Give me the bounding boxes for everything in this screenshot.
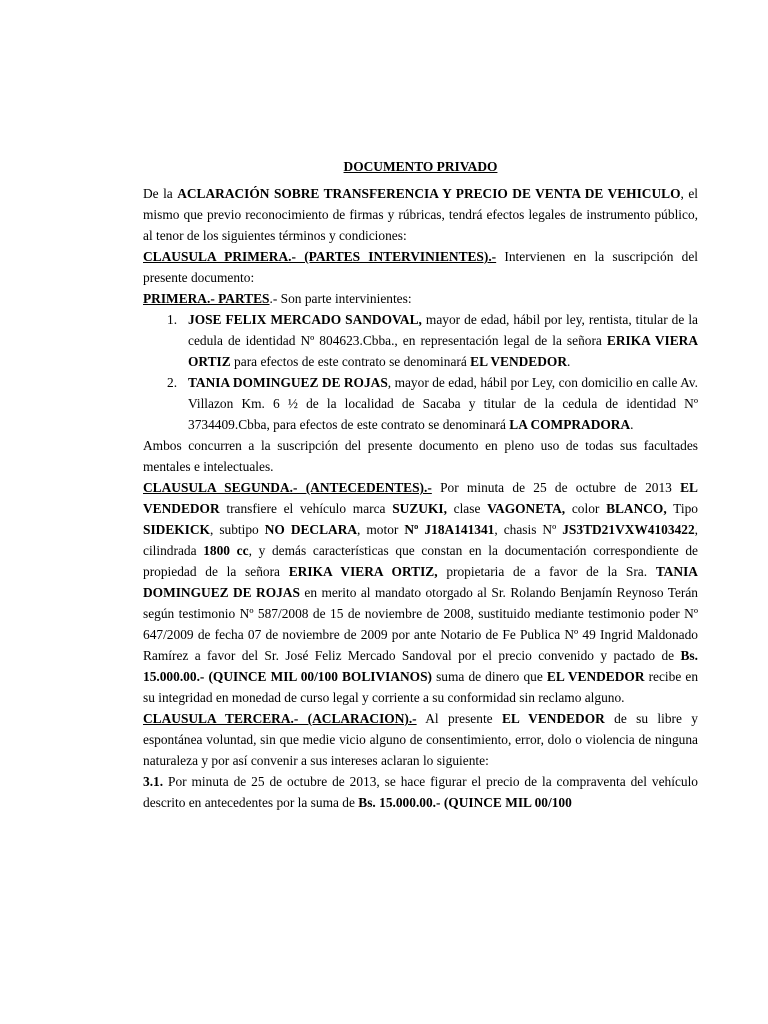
c2-b13: EL VENDEDOR — [546, 669, 645, 684]
party-2-role: LA COMPRADORA — [509, 417, 631, 432]
point-3-1-number: 3.1. — [143, 774, 164, 789]
clausula-tercera-heading: CLAUSULA TERCERA.- (ACLARACION).- — [143, 711, 417, 726]
c2-b4: BLANCO, — [606, 501, 667, 516]
c2-t11: propietaria de a favor de la Sra. — [437, 564, 656, 579]
c2-t6: , subtipo — [209, 522, 265, 537]
c2-b6: NO DECLARA — [264, 522, 358, 537]
c3-t2: de su libre y espontánea voluntad, sin que medie vicio alguno de consentimiento, error, dolo o violencia de ninguna naturaleza y por así convenir a sus intereses aclaran lo siguiente: — [143, 711, 699, 768]
p31-b1: Bs. 15.000.00.- (QUINCE MIL 00/100 — [358, 795, 572, 810]
c2-b1: EL VENDEDOR — [143, 480, 698, 516]
intro-paragraph — [143, 183, 698, 246]
party-1-text-2: para efectos de este contrato se denominará — [230, 354, 471, 369]
clausula-tercera-paragraph — [143, 708, 698, 771]
c2-b3: VAGONETA, — [487, 501, 566, 516]
c2-t14: recibe en su integridad en monedad de curso legal y corriente a su conformidad sin reclamo alguno. — [143, 669, 699, 705]
party-item-1 — [167, 309, 698, 372]
p31-t1: Por minuta de 25 de octubre de 2013, se hace figurar el precio de la compraventa del vehículo descrito en antecedentes por la suma de — [143, 774, 698, 810]
clausula-segunda-paragraph — [143, 477, 698, 708]
party-2-text-2: . — [630, 417, 634, 432]
intro-text-2: , el mismo que previo reconocimiento de firmas y rúbricas, tendrá efectos legales de instrumento público, al tenor de los siguientes términos y condiciones: — [143, 186, 698, 243]
c2-t7: , motor — [357, 522, 405, 537]
party-2-name: TANIA DOMINGUEZ DE ROJAS — [188, 375, 388, 390]
party-1-text-1: mayor de edad, hábil por ley, rentista, titular de la cedula de identidad Nº 804623.Cbba., en representación legal de la señora — [188, 312, 698, 348]
document-title: DOCUMENTO PRIVADO — [343, 159, 498, 174]
primera-partes-paragraph — [143, 288, 698, 309]
party-item-2 — [167, 372, 698, 435]
c2-t3: clase — [446, 501, 488, 516]
party-2-text-1: , mayor de edad, hábil por Ley, con domicilio en calle Av. Villazon Km. 6 ½ de la localidad de Sacaba y titular de la cedula de identidad Nº 3734409.Cbba, para efectos de este contrato se denominará — [188, 375, 698, 432]
c2-t13: suma de dinero que — [432, 669, 547, 684]
c2-t5: Tipo — [666, 501, 698, 516]
c3-t1: Al presente — [416, 711, 502, 726]
c2-t1: Por minuta de 25 de octubre de 2013 — [431, 480, 681, 495]
c2-b10: ERIKA VIERA ORTIZ, — [288, 564, 438, 579]
intro-text-1: De la — [143, 186, 178, 201]
c2-t10: , y demás características que constan en la documentación correspondiente de propiedad de la señora — [143, 543, 698, 579]
intro-bold-subject: ACLARACIÓN SOBRE TRANSFERENCIA Y PRECIO DE VENTA DE VEHICULO — [177, 186, 681, 201]
c2-b2: SUZUKI, — [392, 501, 447, 516]
c2-b5: SIDEKICK — [143, 522, 210, 537]
party-1-role: EL VENDEDOR — [470, 354, 567, 369]
c2-b11: TANIA DOMINGUEZ DE ROJAS — [143, 564, 698, 600]
party-2-number: 2. — [167, 375, 178, 390]
c3-b1: EL VENDEDOR — [501, 711, 605, 726]
c2-b7: Nº J18A141341 — [404, 522, 495, 537]
point-3-1-paragraph — [143, 771, 698, 813]
clausula-primera-text: Intervienen en la suscripción del presente documento: — [143, 249, 698, 285]
party-1-text-3: . — [567, 354, 571, 369]
ambos-paragraph: Ambos concurren a la suscripción del presente documento en pleno uso de todas sus facultades mentales e intelectuales. — [143, 438, 698, 474]
c2-t8: , chasis Nº — [494, 522, 563, 537]
party-1-name: JOSE FELIX MERCADO SANDOVAL, — [188, 312, 422, 327]
primera-partes-text: .- Son parte intervinientes: — [269, 291, 412, 306]
clausula-primera-paragraph — [143, 246, 698, 288]
clausula-segunda-heading: CLAUSULA SEGUNDA.- (ANTECEDENTES).- — [143, 480, 432, 495]
clausula-primera-heading: CLAUSULA PRIMERA.- (PARTES INTERVINIENTES).- — [143, 249, 497, 264]
c2-t12: en merito al mandato otorgado al Sr. Rolando Benjamín Reynoso Terán según testimonio Nº 587/2008 de 15 de noviembre de 2008, sustituido mediante testimonio poder Nº 647/2009 de fecha 07 de noviembre de 2009 por ante Notario de Fe Publica Nº 49 Ingrid Maldonado Ramírez a favor del Sr. José Feliz Mercado Sandoval por el precio convenido y pactado de — [143, 585, 698, 663]
party-1-representee: ERIKA VIERA ORTIZ — [188, 333, 698, 369]
c2-b8: JS3TD21VXW4103422 — [562, 522, 695, 537]
parties-list — [143, 309, 698, 435]
c2-t2: transfiere el vehículo marca — [219, 501, 393, 516]
c2-b12: Bs. 15.000.00.- (QUINCE MIL 00/100 BOLIVIANOS) — [143, 648, 698, 684]
c2-b9: 1800 cc — [203, 543, 249, 558]
c2-t4: color — [565, 501, 607, 516]
party-1-number: 1. — [167, 312, 178, 327]
c2-t9: , cilindrada — [143, 522, 699, 558]
primera-partes-heading: PRIMERA.- PARTES — [143, 291, 270, 306]
